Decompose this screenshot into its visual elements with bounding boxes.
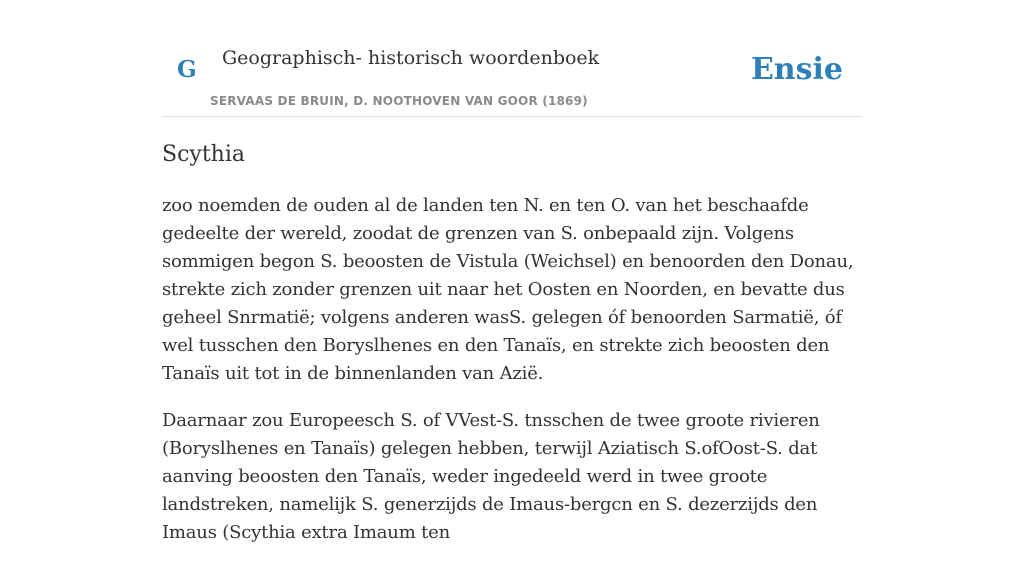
entry-paragraph: zoo noemden de ouden al de landen ten N. en ten O. van het beschaafde gedeelte der wereld, zoodat de grenzen van S. onbepaald zijn. Volgens sommigen begon S. beoosten de Vistula (Weichsel) en benoorden den Donau, strekte zich zonder grenzen uit naar het Oosten en Noorden, en bevatte dus geheel Snrmatië; volgens anderen wasS. gelegen óf benoorden Sarmatië, óf wel tusschen den Boryslhenes en den Tanaïs, en strekte zich beoosten den Tanaïs uit tot in de binnenlanden van Azië. <box>162 195 854 384</box>
entry-paragraph: Daarnaar zou Europeesch S. of VVest-S. tnsschen de twee groote rivieren (Boryslhenes en Tanaïs) gelegen hebben, terwijl Aziatisch S.ofOost-S. dat aanving beoosten den Tanaïs, weder ingedeeld werd in twee groote landstreken, namelijk S. generzijds de Imaus-bergcn en S. dezerzijds den Imaus (Scythia extra Imaum ten <box>162 410 820 543</box>
entry-content <box>162 192 862 566</box>
book-authors: SERVAAS DE BRUIN, D. NOOTHOVEN VAN GOOR (1869) <box>210 94 588 108</box>
book-title[interactable]: Geographisch- historisch woordenboek <box>222 47 600 69</box>
entry-title: Scythia <box>162 142 245 167</box>
ensie-logo[interactable]: Ensie <box>750 52 843 87</box>
letter-index-link[interactable]: G <box>177 56 197 83</box>
header <box>162 0 862 117</box>
